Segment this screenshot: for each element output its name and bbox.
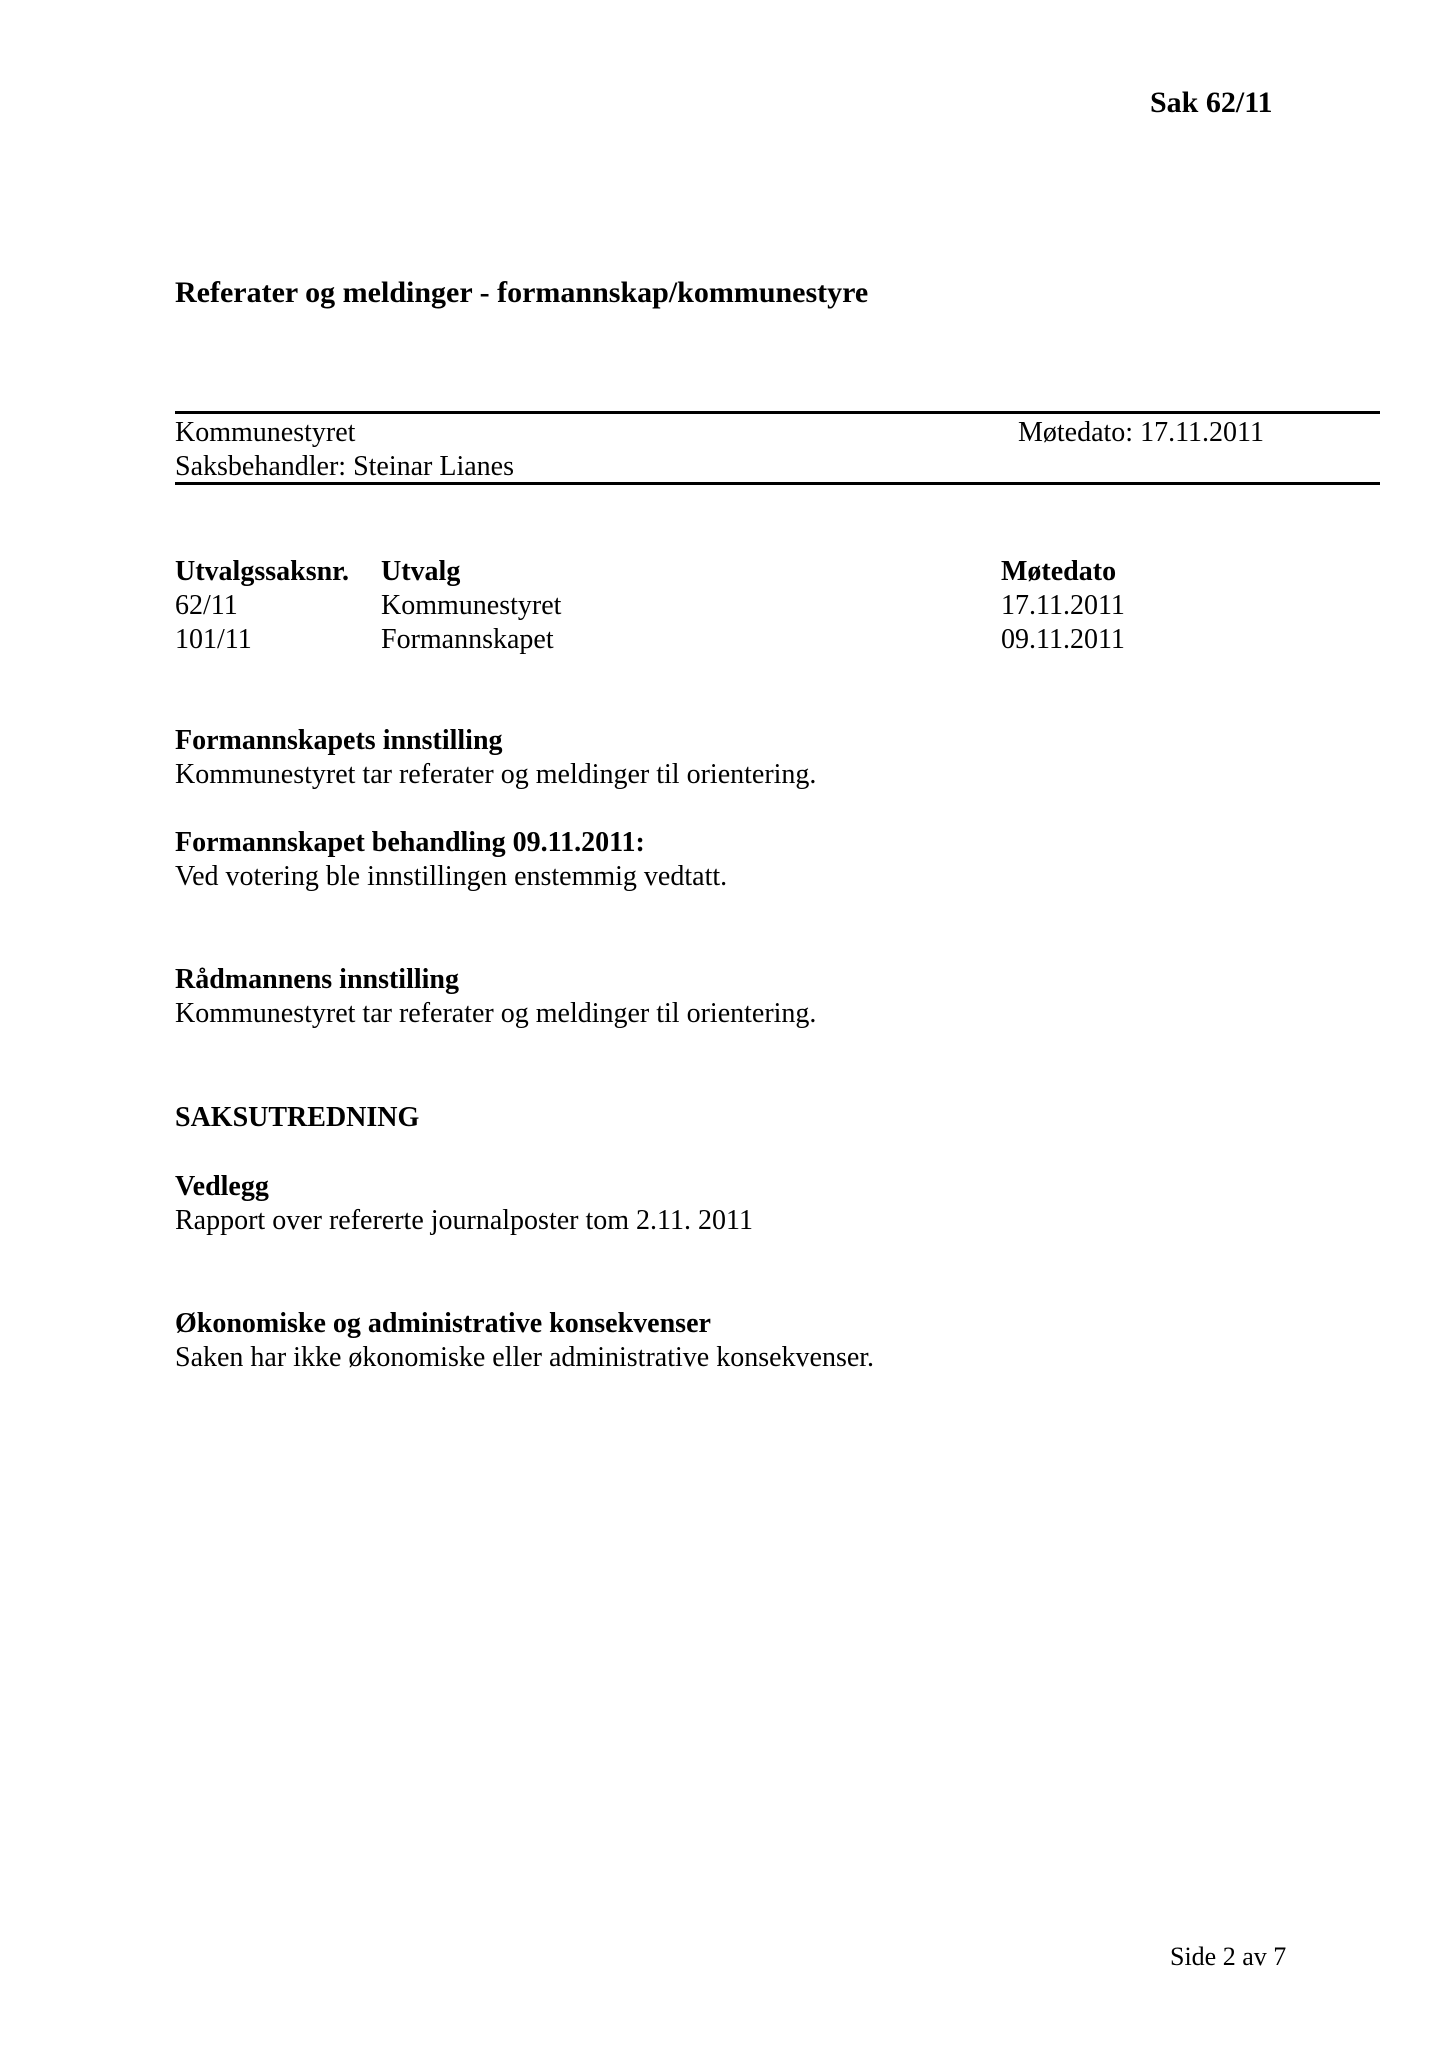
meta-meeting-date: Møtedato: 17.11.2011 — [1018, 417, 1265, 448]
section-text-radmannens-innstilling: Kommunestyret tar referater og meldinger til orientering. — [175, 998, 817, 1029]
section-heading-formannskapets-innstilling: Formannskapets innstilling — [175, 725, 503, 756]
section-heading-konsekvenser: Økonomiske og administrative konsekvenser — [175, 1308, 711, 1339]
section-text-vedlegg: Rapport over refererte journalposter tom 2.11. 2011 — [175, 1205, 753, 1236]
section-heading-formannskapet-behandling: Formannskapet behandling 09.11.2011: — [175, 827, 645, 858]
section-text-konsekvenser: Saken har ikke økonomiske eller administrative konsekvenser. — [175, 1342, 875, 1373]
table-cell-case-number: 101/11 — [175, 624, 252, 655]
table-header-meeting-date: Møtedato — [1001, 556, 1117, 587]
bottom-rule — [175, 482, 1380, 485]
page-number: Side 2 av 7 — [1170, 1942, 1287, 1971]
table-header-committee: Utvalg — [381, 556, 461, 587]
table-cell-committee: Kommunestyret — [381, 590, 562, 621]
section-text-formannskapets-innstilling: Kommunestyret tar referater og meldinger til orientering. — [175, 759, 817, 790]
table-cell-meeting-date: 17.11.2011 — [1001, 590, 1125, 621]
top-rule — [175, 411, 1380, 414]
section-heading-saksutredning: SAKSUTREDNING — [175, 1102, 420, 1133]
table-cell-meeting-date: 09.11.2011 — [1001, 624, 1125, 655]
table-header-case-number: Utvalgssaksnr. — [175, 556, 350, 587]
section-heading-radmannens-innstilling: Rådmannens innstilling — [175, 964, 459, 995]
case-number: Sak 62/11 — [1150, 86, 1273, 119]
document-title: Referater og meldinger - formannskap/kommunestyre — [175, 276, 869, 309]
section-heading-vedlegg: Vedlegg — [175, 1171, 269, 1202]
section-text-formannskapet-behandling: Ved votering ble innstillingen enstemmig vedtatt. — [175, 861, 728, 892]
meta-body: Kommunestyret — [175, 417, 356, 448]
table-cell-committee: Formannskapet — [381, 624, 554, 655]
meta-case-handler: Saksbehandler: Steinar Lianes — [175, 451, 515, 482]
table-cell-case-number: 62/11 — [175, 590, 238, 621]
